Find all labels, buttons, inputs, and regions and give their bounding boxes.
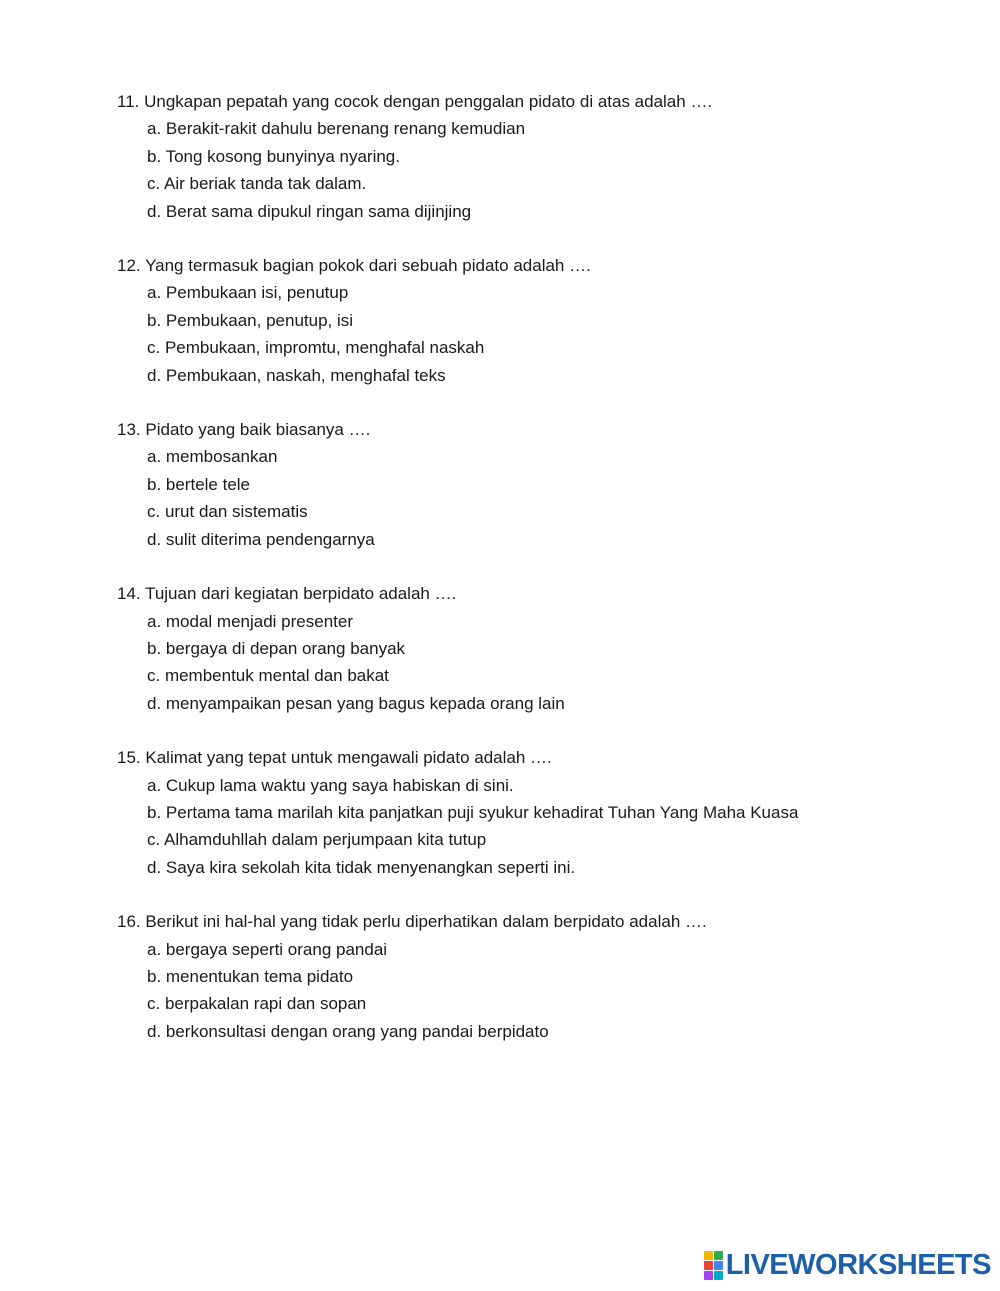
option-d: d. menyampaikan pesan yang bagus kepada orang lain — [147, 693, 565, 713]
question-text — [117, 88, 957, 115]
question-text — [117, 252, 957, 279]
question-prompt: Berikut ini hal-hal yang tidak perlu diperhatikan dalam berpidato adalah …. — [145, 912, 707, 932]
question-prompt: Pidato yang baik biasanya …. — [145, 420, 371, 440]
logo-square — [704, 1271, 713, 1280]
option-d: d. Pembukaan, naskah, menghafal teks — [147, 365, 446, 385]
worksheet — [117, 88, 957, 1072]
question-text — [117, 580, 957, 607]
question-number: 13. — [117, 420, 141, 440]
question-number: 15. — [117, 748, 141, 768]
question-number: 12. — [117, 256, 141, 276]
option-a: a. Pembukaan isi, penutup — [147, 283, 349, 303]
option-c: c. membentuk mental dan bakat — [147, 666, 389, 686]
option-a: a. Berakit-rakit dahulu berenang renang kemudian — [147, 119, 526, 139]
question-number: 16. — [117, 912, 141, 932]
question-11 — [117, 88, 957, 225]
option-c: c. Air beriak tanda tak dalam. — [147, 174, 367, 194]
question-text — [117, 744, 957, 771]
question-13 — [117, 416, 957, 553]
option-a: a. modal menjadi presenter — [147, 611, 354, 631]
logo-square — [714, 1251, 723, 1260]
question-prompt: Ungkapan pepatah yang cocok dengan penggalan pidato di atas adalah …. — [144, 92, 713, 111]
question-15 — [117, 744, 957, 881]
option-b: b. Tong kosong bunyinya nyaring. — [147, 146, 400, 166]
logo-square — [714, 1261, 723, 1270]
option-c: c. Alhamduhllah dalam perjumpaan kita tutup — [147, 830, 487, 850]
option-d: d. Saya kira sekolah kita tidak menyenangkan seperti ini. — [147, 857, 576, 877]
question-text — [117, 908, 957, 935]
logo-text: LIVEWORKSHEETS — [725, 1248, 991, 1281]
question-14 — [117, 580, 957, 717]
option-d: d. berkonsultasi dengan orang yang pandai berpidato — [147, 1021, 549, 1041]
question-prompt: Kalimat yang tepat untuk mengawali pidato adalah …. — [145, 748, 552, 768]
question-number: 11. — [117, 92, 140, 111]
option-a: a. membosankan — [147, 447, 278, 467]
question-prompt: Tujuan dari kegiatan berpidato adalah …. — [145, 584, 457, 604]
liveworksheets-logo — [704, 1247, 991, 1283]
option-c: c. urut dan sistematis — [147, 502, 308, 522]
option-b: b. bergaya di depan orang banyak — [147, 638, 406, 658]
option-b: b. Pembukaan, penutup, isi — [147, 310, 354, 330]
question-number: 14. — [117, 584, 141, 604]
option-c: c. berpakalan rapi dan sopan — [147, 994, 367, 1014]
question-prompt: Yang termasuk bagian pokok dari sebuah pidato adalah …. — [145, 256, 591, 276]
logo-mark-icon — [704, 1251, 723, 1280]
question-12 — [117, 252, 957, 389]
option-c: c. Pembukaan, impromtu, menghafal naskah — [147, 338, 485, 358]
logo-square — [714, 1271, 723, 1280]
option-a: a. bergaya seperti orang pandai — [147, 939, 388, 959]
option-d: d. sulit diterima pendengarnya — [147, 529, 375, 549]
option-d: d. Berat sama dipukul ringan sama dijinjing — [147, 201, 472, 221]
logo-square — [704, 1251, 713, 1260]
option-b: b. bertele tele — [147, 474, 251, 494]
question-text — [117, 416, 957, 443]
option-b: b. Pertama tama marilah kita panjatkan puji syukur kehadirat Tuhan Yang Maha Kuasa — [147, 802, 799, 822]
question-16 — [117, 908, 957, 1045]
option-a: a. Cukup lama waktu yang saya habiskan di sini. — [147, 775, 514, 795]
option-b: b. menentukan tema pidato — [147, 966, 354, 986]
logo-square — [704, 1261, 713, 1270]
